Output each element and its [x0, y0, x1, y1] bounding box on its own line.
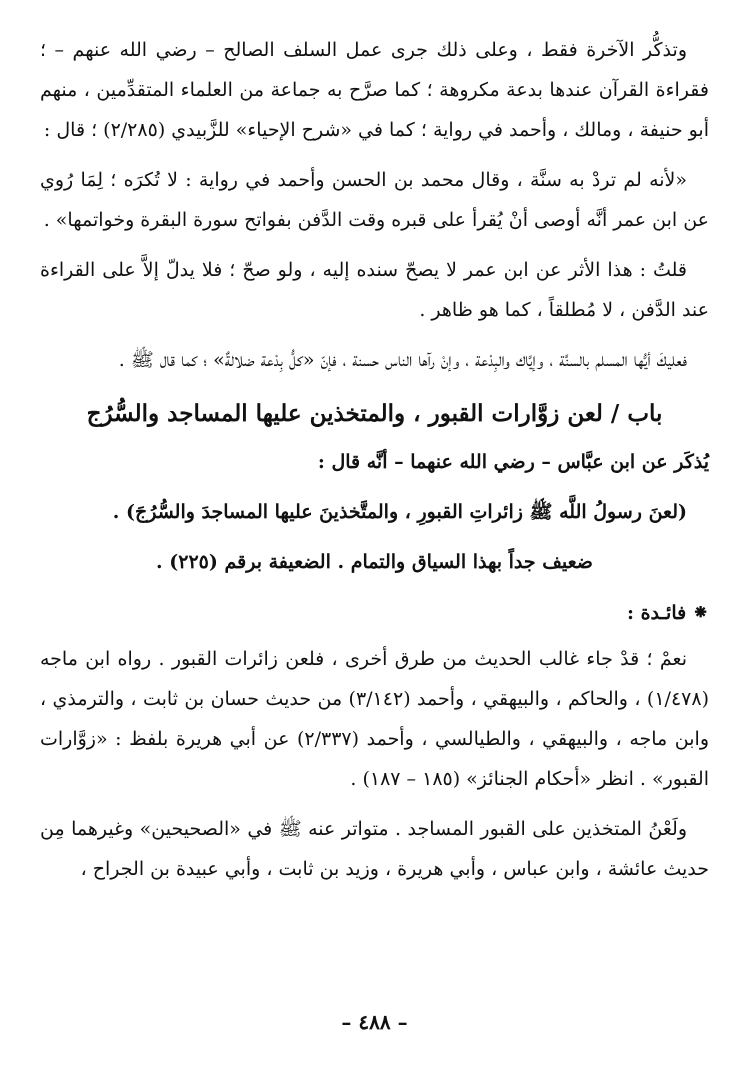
hadith-text: (لعنَ رسولُ اللَّه ﷺ زائراتِ القبورِ ، والمتَّخذينَ عليها المساجدَ والسُّرُجَ) . [112, 501, 687, 523]
hadith-intro: يُذكَر عن ابن عبَّاس – رضي الله عنهما – أنَّه قال : [317, 451, 709, 473]
paragraph-1: وتذكُّر الآخرة فقط ، وعلى ذلك جرى عمل السلف الصالح – رضي الله عنهم – ؛ فقراءة القرآن عندها بدعة مكروهة ؛ كما صرَّح به جماعة من العلماء المتقدِّمين ، منهم أبو حنيفة ، ومالك ، وأحمد في رواية ؛ كما في «شرح الإحياء» للزَّبيدي (٢/٢٨٥) ؛ قال : [40, 39, 709, 141]
paragraph-curse: ولَعْنُ المتخذين على القبور المساجد . متواتر عنه ﷺ في «الصحيحين» وغيرهما مِن حديث عائشة ، وابن عباس ، وأبي هريرة ، وزيد بن ثابت ، وأبي عبيدة بن الجراح ، [40, 818, 709, 880]
benefit-heading [40, 592, 709, 633]
paragraph-benefit: نعمْ ؛ قدْ جاء غالب الحديث من طرق أخرى ، فلعن زائرات القبور . رواه ابن ماجه (١/٤٧٨) ، والحاكم ، والبيهقي ، وأحمد (٣/١٤٢) من حديث حسان بن ثابت ، والترمذي ، وابن ماجه ، والبيهقي ، والطيالسي ، وأحمد (٢/٣٣٧) عن أبي هريرة بلفظ : «زوَّارات القبور» . انظر «أحكام الجنائز» (١٨٥ – ١٨٧) . [40, 648, 709, 790]
chapter-heading: باب / لعن زوَّارات القبور ، والمتخذين عليها المساجد والسُّرُج [86, 400, 663, 427]
quote-paragraph: «لأنه لم تردْ به سنَّة ، وقال محمد بن الحسن وأحمد في رواية : لا تُكرَه ؛ لِمَا رُوي عن ابن عمر أنَّه أوصى أنْ يُقرأ على قبره وقت الدَّفن بفواتح سورة البقرة وخواتمها» . [40, 169, 709, 231]
paragraph-comment: قلتُ : هذا الأثر عن ابن عمر لا يصحّ سنده إليه ، ولو صحّ ؛ فلا يدلّ إلاَّ على القراءة عند الدَّفن ، لا مُطلقاً ، كما هو ظاهر . [40, 259, 709, 321]
book-page [40, 30, 709, 1070]
paragraph-advice: فعليكَ أيُّها المسلم بالسنَّة ، وإيَّاك والبِدْعة ، وإنْ رآها الناس حسنة ، فإنّ «كلُّ بِدْعة ضلالةٌ» ؛ كما قال ﷺ . [118, 349, 687, 371]
hadith-grade: ضعيف جداً بهذا السياق والتمام . الضعيفة برقم (٢٢٥) . [156, 551, 593, 573]
benefit-label: فائـدة : [626, 602, 687, 624]
asterisk-icon: ⁕ [692, 600, 709, 624]
page-number: – ٤٨٨ – [341, 1010, 408, 1034]
